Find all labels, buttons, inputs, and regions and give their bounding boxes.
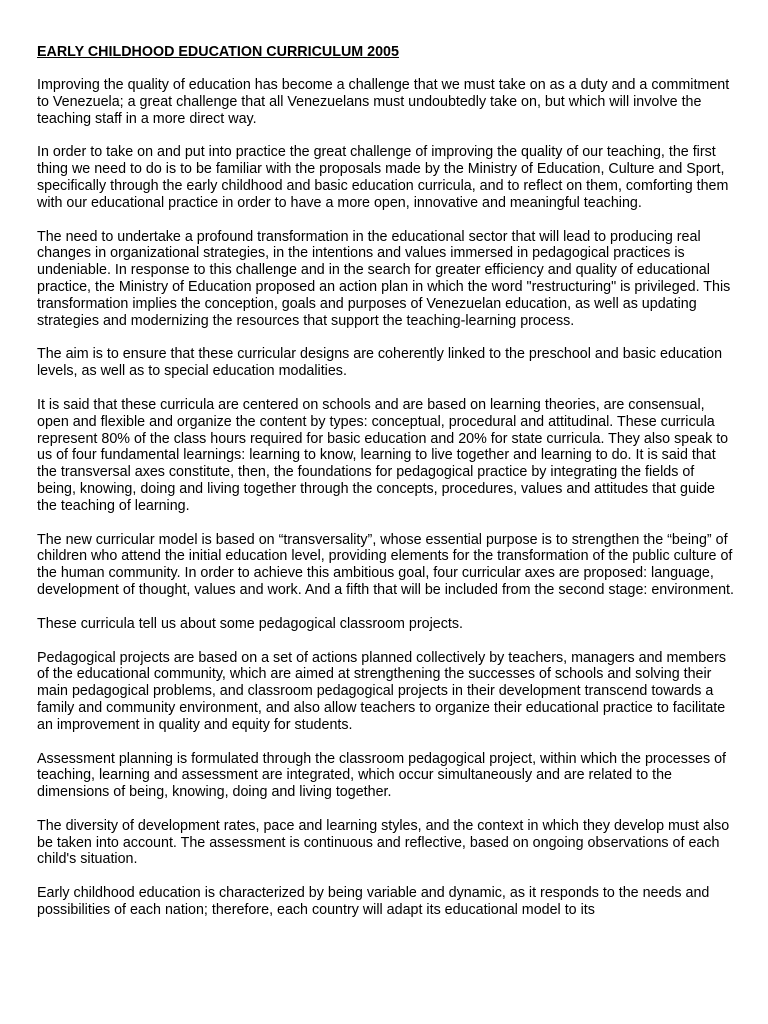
paragraph-4: The aim is to ensure that these curricular designs are coherently linked to the preschool and basic education levels, as well as to special education modalities. [37, 346, 723, 380]
paragraph-1: Improving the quality of education has become a challenge that we must take on as a duty and a commitment to Venezuela; a great challenge that all Venezuelans must undoubtedly take on, but which will involve the teaching staff in a more direct way. [37, 77, 730, 127]
paragraph-11: Early childhood education is characterized by being variable and dynamic, as it responds to the needs and possibilities of each nation; therefore, each country will adapt its educational model to its [37, 885, 710, 919]
paragraph-8: Pedagogical projects are based on a set of actions planned collectively by teachers, managers and members of the educational community, which are aimed at strengthening the successes of schools and solving their main pedagogical problems, and classroom pedagogical projects in their development transcend towards a family and community environment, and also allow teachers to organize their educational practice to facilitate an improvement in quality and equity for students. [37, 649, 727, 733]
paragraph-10: The diversity of development rates, pace and learning styles, and the context in which they develop must also be taken into account. The assessment is continuous and reflective, based on ongoing observations of each child's situation. [37, 817, 730, 868]
document-title: EARLY CHILDHOOD EDUCATION CURRICULUM 2005 [37, 44, 399, 60]
paragraph-9: Assessment planning is formulated through the classroom pedagogical project, within which the processes of teaching, learning and assessment are integrated, which occur simultaneously and are related to the dimensions of being, knowing, doing and living together. [37, 750, 727, 801]
paragraph-6: The new curricular model is based on “transversality”, whose essential purpose is to strengthen the “being” of children who attend the initial education level, providing elements for the transformation of the public culture of the human community. In order to achieve this ambitious goal, four curricular axes are proposed: language, development of thought, values and work. And a fifth that will be included from the second stage: environment. [37, 531, 734, 598]
paragraph-7: These curricula tell us about some pedagogical classroom projects. [37, 615, 463, 632]
document-page [37, 44, 737, 936]
paragraph-2: In order to take on and put into practice the great challenge of improving the quality of our teaching, the first thing we need to do is to be familiar with the proposals made by the Ministry of Education, Culture and Sport, specifically through the early childhood and basic education curricula, and to reflect on them, comforting them with our educational practice in order to have a more open, innovative and meaningful teaching. [37, 144, 729, 211]
paragraph-3: The need to undertake a profound transformation in the educational sector that will lead to producing real changes in organizational strategies, in the intentions and values immersed in pedagogical practices is undeniable. In response to this challenge and in the search for greater efficiency and quality of educational practice, the Ministry of Education proposed an action plan in which the word "restructuring" is privileged. This transformation implies the conception, goals and purposes of Venezuelan education, as well as updating strategies and modernizing the resources that support the teaching-learning process. [37, 228, 731, 329]
paragraph-5: It is said that these curricula are centered on schools and are based on learning theories, are consensual, open and flexible and organize the content by types: conceptual, procedural and attitudinal. These curricula represent 80% of the class hours required for basic education and 20% for state curricula. They also speak to us of four fundamental learnings: learning to know, learning to live together and learning to do. It is said that the transversal axes constitute, then, the foundations for pedagogical practice by integrating the fields of being, knowing, doing and living together through the concepts, procedures, values and attitudes that guide the teaching of learning. [37, 396, 729, 514]
